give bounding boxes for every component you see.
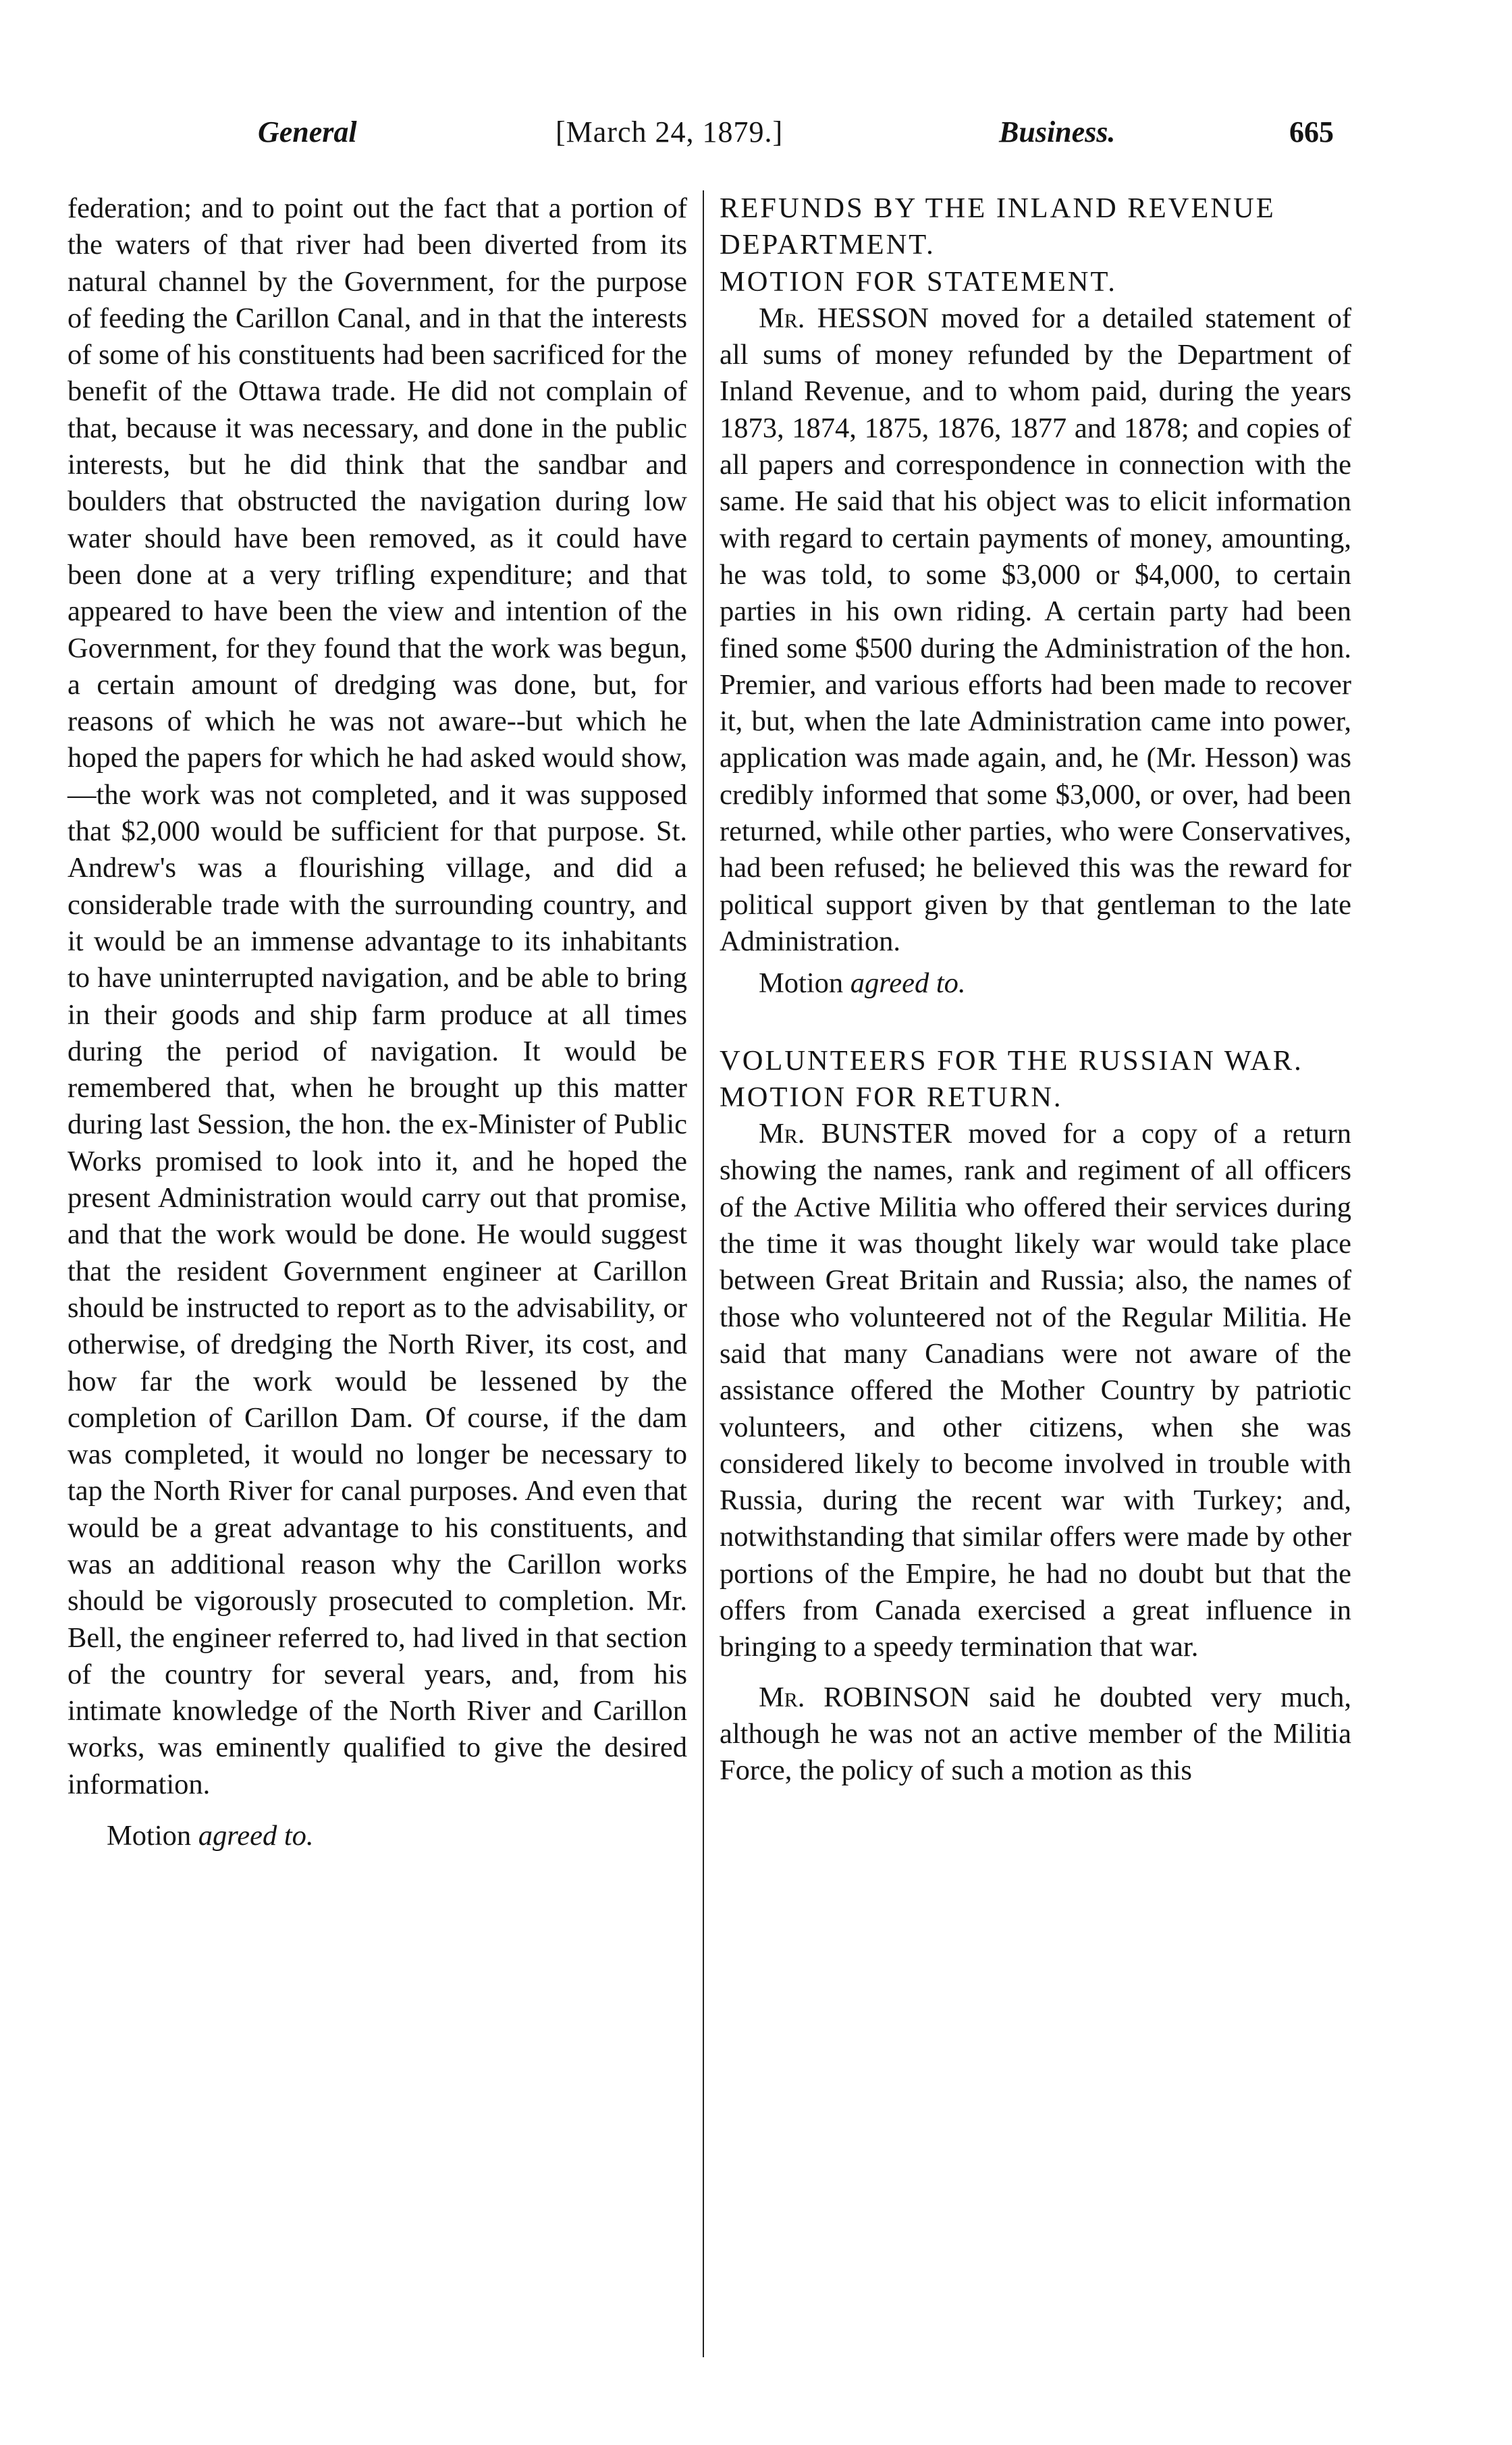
speaker-robinson: Mr. ROBINSON (759, 1681, 971, 1713)
speaker-bunster: Mr. BUNSTER (759, 1118, 952, 1150)
header-date: [March 24, 1879.] (556, 115, 784, 149)
hesson-text: moved for a detailed statement of all sums of money refunded by the Department of Inland Revenue, and to whom paid, during the years 1873, 1874, 1875, 1876, 1877 and 1878; and copies of all papers and correspondence in connection with the same. He said that his object was to elicit information with regard to certain payments of money, amounting, he was told, to some $3,000 or $4,000, to certain parties in his own riding. A certain party had been fined some $500 during the Administration of the hon. Premier, and various efforts had been made to recover it, but, when the late Administration came into power, application was made again, and, he (Mr. Hesson) was credibly informed that some $3,000, or over, had been returned, while other parties, who were Conservatives, had been refused; he believed this was the reward for political support given by that gentleman to the late Administration. (720, 302, 1351, 957)
motion-label: Motion (759, 967, 844, 1000)
motion-result: agreed to. (850, 967, 966, 1000)
motion-line-refunds (720, 965, 1351, 1002)
subheading-motion-statement: MOTION FOR STATEMENT. (720, 265, 1117, 298)
column-divider (703, 190, 704, 2357)
header-left-title: General (258, 115, 357, 149)
section-heading-refunds (720, 190, 1351, 264)
section-heading-volunteers: VOLUNTEERS FOR THE RUSSIAN WAR. (720, 1044, 1303, 1077)
speaker-hesson: Mr. HESSON (759, 302, 929, 334)
robinson-text: said he doubted very much, although he was not an active member of the Militia Force, the policy of such a motion as this (720, 1681, 1351, 1787)
heading-line-2: DEPARTMENT. (720, 229, 936, 261)
paragraph-robinson (720, 1680, 1351, 1790)
paragraph-hesson (720, 300, 1351, 960)
header-right-title: Business. (999, 115, 1116, 149)
left-column (68, 190, 687, 1854)
running-header (0, 115, 1512, 162)
subheading-motion-return: MOTION FOR RETURN. (720, 1081, 1063, 1113)
page-number: 665 (1289, 115, 1334, 149)
left-motion-line (68, 1818, 687, 1854)
heading-line-1: REFUNDS BY THE INLAND REVENUE (720, 192, 1276, 224)
right-column (720, 190, 1351, 1789)
motion-label: Motion (107, 1820, 192, 1852)
left-paragraph: federation; and to point out the fact that a portion of the waters of that river had been diverted from its natural channel by the Government, for the purpose of feeding the Carillon Canal, and in that the interests of some of his constituents had been sacrificed for the benefit of the Ottawa trade. He did not complain of that, because it was necessary, and done in the public interests, but he did think that the sandbar and boulders that obstructed the navigation during low water should have been removed, as it could have been done at a very trifling expenditure; and that appeared to have been the view and intention of the Government, for they found that the work was begun, a certain amount of dredging was done, but, for reasons of which he was not aware--but which he hoped the papers for which he had asked would show,—the work was not completed, and it was supposed that $2,000 would be sufficient for that purpose. St. Andrew's was a flourishing village, and did a considerable trade with the surrounding country, and it would be an immense advantage to its inhabitants to have uninterrupted navigation, and be able to bring in their goods and ship farm produce at all times during the period of navigation. It would be remembered that, when he brought up this matter during last Session, the hon. the ex-Minister of Public Works promised to look into it, and he hoped the present Administration would carry out that promise, and that the work would be done. He would suggest that the resident Government engineer at Carillon should be instructed to report as to the advisability, or otherwise, of dredging the North River, its cost, and how far the work would be lessened by the completion of Carillon Dam. Of course, if the dam was completed, it would no longer be necessary to tap the North River for canal purposes. And even that would be a great advantage to his constituents, and was an additional reason why the Carillon works should be vigorously prosecuted to completion. Mr. Bell, the engineer referred to, had lived in that section of the country for several years, and, from his intimate knowledge of the North River and Carillon works, was eminently qualified to give the desired information. (68, 192, 687, 1800)
bunster-text: moved for a copy of a return showing the names, rank and regiment of all officers of the Active Militia who offered their services during the time it was thought likely war would take place between Great Britain and Russia; also, the names of those who volunteered not of the Regular Militia. He said that many Canadians were not aware of the assistance offered the Mother Country by patriotic volunteers, and other citizens, when she was considered likely to become involved in trouble with Russia, during the recent war with Turkey; and, notwithstanding that similar offers were made by other portions of the Empire, he had no doubt but that the offers from Canada exercised a great influence in bringing to a speedy termination that war. (720, 1118, 1351, 1663)
paragraph-bunster (720, 1116, 1351, 1665)
motion-result: agreed to. (198, 1820, 314, 1852)
